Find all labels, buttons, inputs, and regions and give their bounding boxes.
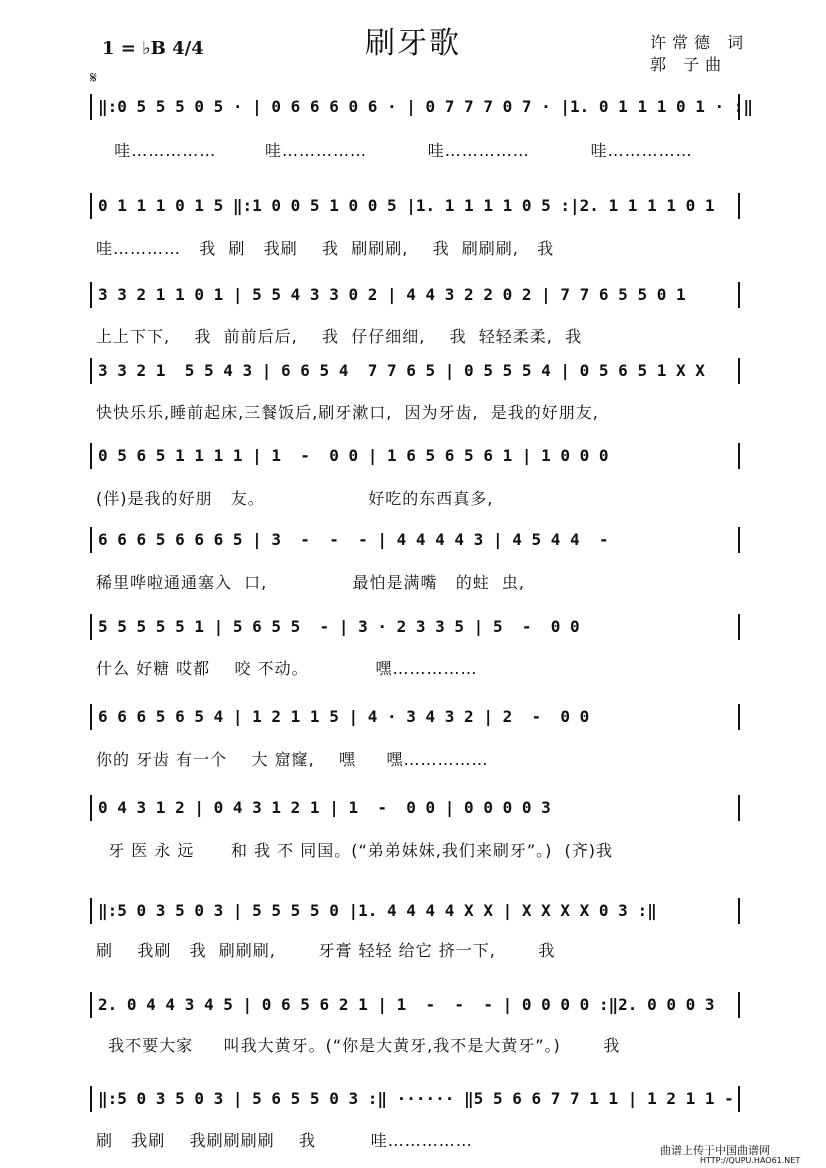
notation-line: 3 3 2 1 5 5 4 3 | 6 6 5 4 7 7 6 5 | 0 5 5 5 4 | 0 5 6 5 1 X X	[90, 358, 740, 384]
watermark-url: HTTP://QUPU.HAO61.NET	[700, 1156, 801, 1165]
lyric-line: 哇…………… 哇…………… 哇…………… 哇……………	[96, 141, 693, 160]
lyric-line: 刷 我刷 我刷刷刷刷 我 哇……………	[96, 1131, 473, 1150]
notation-line: ‖:5 0 3 5 0 3 | 5 6 5 5 0 3 :‖ ······ ‖5 5 6 6 7 7 1 1 | 1 2 1 1 -	[90, 1086, 740, 1112]
notation-line: 0 1 1 1 0 1 5 ‖:1 0 0 5 1 0 0 5 |1. 1 1 1 1 0 5 :|2. 1 1 1 1 0 1	[90, 193, 740, 219]
lyric-line: 刷 我刷 我 刷刷刷, 牙膏 轻轻 给它 挤一下, 我	[96, 941, 556, 960]
notation-line: 5 5 5 5 5 1 | 5 6 5 5 - | 3 · 2 3 3 5 | 5 - 0 0	[90, 614, 740, 640]
notation-line: 6 6 6 5 6 6 6 5 | 3 - - - | 4 4 4 4 3 | 4 5 4 4 -	[90, 527, 740, 553]
lyric-line: 稀里哗啦通通塞入 口, 最怕是满嘴 的蛀 虫,	[96, 573, 525, 592]
lyric-line: 什么 好糖 哎都 咬 不动。 嘿……………	[96, 659, 478, 678]
composer-credit: 郭 子曲	[650, 55, 728, 74]
lyric-line: 快快乐乐,睡前起床,三餐饭后,刷牙漱口, 因为牙齿, 是我的好朋友,	[96, 403, 599, 422]
notation-line: 6 6 6 5 6 5 4 | 1 2 1 1 5 | 4 · 3 4 3 2 | 2 - 0 0	[90, 704, 740, 730]
notation-line: 3 3 2 1 1 0 1 | 5 5 4 3 3 0 2 | 4 4 3 2 2 0 2 | 7 7 6 5 5 0 1	[90, 282, 740, 308]
lyric-line: 我不要大家 叫我大黄牙。(“你是大黄牙,我不是大黄牙”。) 我	[96, 1036, 621, 1055]
lyric-line: (伴)是我的好朋 友。 好吃的东西真多,	[96, 489, 494, 508]
lyric-line: 上上下下, 我 前前后后, 我 仔仔细细, 我 轻轻柔柔, 我	[96, 327, 583, 346]
notation-line: 0 4 3 1 2 | 0 4 3 1 2 1 | 1 - 0 0 | 0 0 0 0 3	[90, 795, 740, 821]
notation-line: ‖:5 0 3 5 0 3 | 5 5 5 5 0 |1. 4 4 4 4 X X | X X X X 0 3 :‖	[90, 898, 740, 924]
page-title: 刷牙歌	[365, 26, 461, 61]
notation-line: 2. 0 4 4 3 4 5 | 0 6 5 6 2 1 | 1 - - - | 0 0 0 0 :‖2. 0 0 0 3	[90, 992, 740, 1018]
key-signature: 1 = ♭B 4/4	[102, 38, 204, 59]
lyricist-credit: 许常德 词	[650, 33, 750, 52]
segno-mark: 𝄋	[90, 68, 97, 87]
watermark-site: 曲谱上传于中国曲谱网	[660, 1144, 770, 1157]
lyric-line: 你的 牙齿 有一个 大 窟窿, 嘿 嘿……………	[96, 750, 489, 769]
notation-line: ‖:0 5 5 5 0 5 · | 0 6 6 6 0 6 · | 0 7 7 7 0 7 · |1. 0 1 1 1 0 1 · :‖	[90, 94, 740, 120]
lyric-line: 哇………… 我 刷 我刷 我 刷刷刷, 我 刷刷刷, 我	[96, 239, 555, 258]
notation-line: 0 5 6 5 1 1 1 1 | 1 - 0 0 | 1 6 5 6 5 6 1 | 1 0 0 0	[90, 443, 740, 469]
lyric-line: 牙 医 永 远 和 我 不 同国。(“弟弟妹妹,我们来刷牙”。) (齐)我	[96, 841, 614, 860]
